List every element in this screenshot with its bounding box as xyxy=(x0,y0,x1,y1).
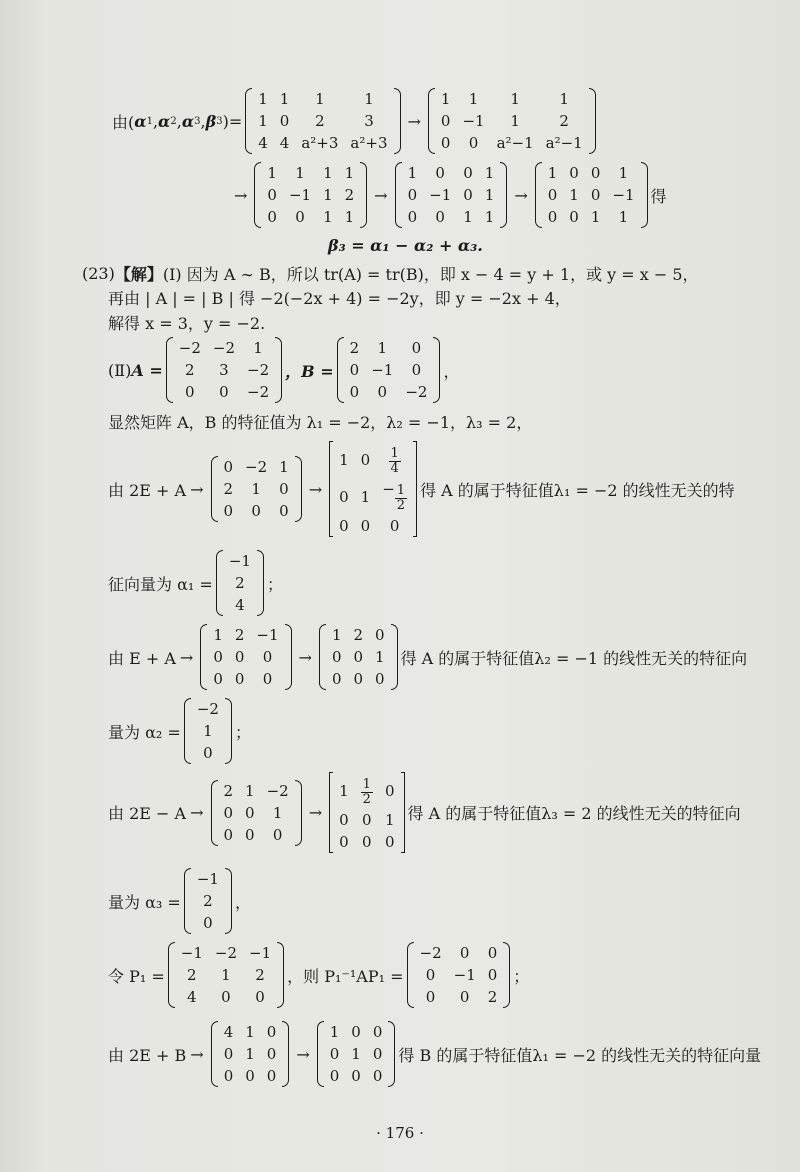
matrix-cell: 0 xyxy=(372,1023,383,1041)
text-end: ； xyxy=(266,574,283,594)
matrix-cell: 0 xyxy=(411,339,422,357)
matrix-cell: 0 xyxy=(435,208,445,226)
matrix-cell: a²+3 xyxy=(350,134,388,152)
equation-text: β₃ = α₁ − α₂ + α₃. xyxy=(328,236,483,255)
matrix-cell: 0 xyxy=(295,208,305,226)
matrix-cell: 1 xyxy=(295,164,305,182)
vector xyxy=(184,698,232,764)
q23-text1: (Ⅰ) 因为 A ∼ B，所以 tr(A) = tr(B)，即 x − 4 = y + 1，或 y = x − 5， xyxy=(162,265,699,284)
matrix-cell: 0 xyxy=(487,966,498,984)
matrix-cell: 0 xyxy=(425,966,436,984)
text-close: )= xyxy=(222,111,243,131)
cell: 1 xyxy=(339,450,349,469)
cell: 1 xyxy=(384,811,395,829)
matrix-cell: −2 xyxy=(214,944,238,962)
matrix-cell: 1 xyxy=(279,90,290,108)
arrow-icon: → xyxy=(296,1044,310,1064)
vector-cell: 2 xyxy=(235,574,245,592)
matrix-cell: 0 xyxy=(590,186,601,204)
arrow-icon: → xyxy=(179,647,194,667)
row-E-plus-A xyxy=(108,624,747,690)
matrix-cell: 0 xyxy=(255,988,265,1006)
matrix-cell: 0 xyxy=(459,988,470,1006)
matrix-cell: 0 xyxy=(185,383,195,401)
cell-sign: − xyxy=(382,480,395,498)
matrix-cell: 0 xyxy=(331,648,342,666)
matrix-cell: 0 xyxy=(435,164,445,182)
row-alpha3 xyxy=(108,868,251,934)
matrix xyxy=(535,162,648,228)
vector-cell: 4 xyxy=(235,596,245,614)
eigenvalues-text: 显然矩阵 A，B 的特征值为 λ₁ = −2，λ₂ = −1，λ₃ = 2， xyxy=(108,413,533,432)
vector-cell: 1 xyxy=(203,722,213,740)
matrix-cell: 0 xyxy=(372,1067,383,1085)
matrix-cell: 4 xyxy=(258,134,268,152)
matrix-cell: 4 xyxy=(279,134,290,152)
text-vector-label: 量为 α₂ = xyxy=(108,722,181,742)
matrix-cell: 2 xyxy=(185,361,195,379)
row-alpha2 xyxy=(108,698,251,764)
matrix-cell: 0 xyxy=(223,825,234,844)
cell: 1 xyxy=(339,781,349,800)
vector xyxy=(216,550,264,616)
matrix-cell: 0 xyxy=(375,670,385,688)
q23-line3 xyxy=(108,311,265,334)
frac-den: 4 xyxy=(390,461,399,476)
matrix xyxy=(395,162,508,228)
matrix-cell: 1 xyxy=(569,186,579,204)
alpha3: α xyxy=(181,111,195,131)
q23-line1 xyxy=(82,262,699,285)
matrix-cell: −1 xyxy=(462,112,485,130)
matrix-cell: 0 xyxy=(262,670,273,688)
matrix xyxy=(254,162,367,228)
arrow-icon: → xyxy=(308,803,323,822)
matrix-cell: 0 xyxy=(279,502,289,520)
matrix-cell: 1 xyxy=(375,648,385,666)
B-label: ，B = xyxy=(285,361,334,381)
matrix-cell: 0 xyxy=(223,803,234,822)
matrix-cell: 0 xyxy=(351,1023,361,1041)
matrix-cell: 2 xyxy=(353,626,364,644)
q23-text2: 再由 | A | = | B | 得 −2(−2x + 4) = −2y，即 y = −2x + 4， xyxy=(108,289,571,308)
vector xyxy=(184,868,232,934)
row-2E-plus-B xyxy=(108,1021,761,1087)
arrow-icon: → xyxy=(407,111,421,131)
text-eigen-2: 得 A 的属于特征值λ₂ = −1 的线性无关的特征向 xyxy=(400,648,748,668)
matrix-cell: 2 xyxy=(315,112,325,130)
matrix-cell: 2 xyxy=(344,186,355,204)
matrix-cell: 0 xyxy=(329,1067,340,1085)
alpha1: α xyxy=(134,111,147,131)
eigenvalues-line xyxy=(108,410,532,433)
matrix-P1 xyxy=(168,942,284,1008)
cell: 0 xyxy=(389,517,400,535)
row-matrix-reduction-1: 由( α 1 , α 2 , α 3 , β 3 )= 1 1 1 1 1 0 2 3 4 4 a²+3 a²+3 → 1 1 1 1 0 −1 1 2 0 0 a²−1 a²−1 xyxy=(112,88,599,154)
alpha1-sub: 1 xyxy=(146,115,153,127)
alpha2-sub: 2 xyxy=(170,115,177,127)
arrow-icon: → xyxy=(234,185,248,205)
matrix-cell: 2 xyxy=(349,339,360,357)
matrix-cell: 0 xyxy=(213,648,223,666)
matrix-cell: 1 xyxy=(377,339,388,357)
text-prefix: 由 E + A xyxy=(108,648,176,668)
cell: 0 xyxy=(384,781,395,800)
matrix-cell: 2 xyxy=(223,781,234,800)
matrix-cell: 1 xyxy=(329,1023,340,1041)
matrix-cell: 1 xyxy=(251,480,261,498)
text-end: ； xyxy=(234,722,251,742)
matrix-cell: 4 xyxy=(223,1023,234,1041)
A-label: A = xyxy=(131,360,163,380)
matrix-cell: 2 xyxy=(234,626,245,644)
matrix-cell: −2 xyxy=(247,383,270,401)
matrix-cell: 1 xyxy=(344,164,355,182)
matrix-cell: 2 xyxy=(255,966,265,984)
q23-matrices-AB xyxy=(108,337,459,403)
matrix-cell: 0 xyxy=(353,648,364,666)
matrix-cell: 1 xyxy=(245,1045,255,1063)
matrix-cell: 0 xyxy=(407,208,418,226)
matrix xyxy=(211,780,302,846)
matrix-cell: 0 xyxy=(213,670,223,688)
matrix-cell: 0 xyxy=(463,164,473,182)
matrix-cell: 0 xyxy=(329,1045,340,1063)
matrix-cell: 0 xyxy=(267,208,277,226)
cell: 0 xyxy=(360,517,371,535)
matrix-cell: 1 xyxy=(258,90,268,108)
matrix-cell: 0 xyxy=(377,383,388,401)
cell: 1 xyxy=(360,487,371,506)
matrix-cell: 1 xyxy=(364,90,374,108)
cell: 0 xyxy=(360,450,371,469)
matrix-cell: 0 xyxy=(569,208,579,226)
frac-num: 1 xyxy=(362,777,371,792)
matrix xyxy=(428,88,596,154)
frac-den: 2 xyxy=(362,792,371,807)
matrix-cell: 0 xyxy=(267,186,277,204)
matrix-cell: 1 xyxy=(323,164,333,182)
row-2E-minus-A xyxy=(108,772,741,853)
text-prefix: 由( xyxy=(112,112,135,132)
matrix-cell: −1 xyxy=(256,626,279,644)
matrix-cell: 2 xyxy=(559,112,569,130)
cell: 0 xyxy=(362,833,372,851)
matrix-cell: 1 xyxy=(221,966,231,984)
matrix-cell: 0 xyxy=(411,361,422,379)
matrix-cell: 1 xyxy=(484,186,495,204)
matrix-cell: −1 xyxy=(612,186,635,204)
arrow-icon: → xyxy=(298,647,312,667)
matrix-cell: 0 xyxy=(266,1067,277,1085)
cell: 0 xyxy=(339,517,349,535)
matrix-cell: 0 xyxy=(262,648,273,666)
matrix-cell: 0 xyxy=(349,361,360,379)
matrix-cell: −1 xyxy=(249,944,272,962)
matrix-cell: −2 xyxy=(266,781,289,800)
vector-cell: 0 xyxy=(203,914,213,932)
matrix-cell: 0 xyxy=(407,186,418,204)
solution-label: 【解】 xyxy=(114,265,163,284)
matrix-cell: 1 xyxy=(559,90,569,108)
matrix-cell: 0 xyxy=(590,164,601,182)
matrix-cell: −1 xyxy=(429,186,452,204)
question-number: (23) xyxy=(82,264,115,283)
matrix-cell: 0 xyxy=(234,670,245,688)
matrix-cell: 0 xyxy=(487,944,498,962)
matrix-cell: 1 xyxy=(547,164,558,182)
arrow-icon: → xyxy=(190,803,204,822)
vector-cell: −1 xyxy=(196,870,219,888)
matrix-cell: −1 xyxy=(371,361,394,379)
beta3: β xyxy=(205,111,217,131)
matrix-cell: 3 xyxy=(364,112,374,130)
matrix-cell: 1 xyxy=(463,208,473,226)
matrix-cell: 0 xyxy=(351,1067,361,1085)
matrix-cell: 0 xyxy=(375,626,385,644)
vector-cell: −2 xyxy=(196,700,219,718)
matrix-cell: 0 xyxy=(272,825,283,844)
matrix xyxy=(329,441,417,537)
matrix-cell: 1 xyxy=(323,186,333,204)
matrix-cell: 1 xyxy=(351,1045,361,1063)
matrix-cell: −2 xyxy=(178,339,201,357)
matrix-cell: 0 xyxy=(279,112,290,130)
arrow-icon: → xyxy=(374,185,388,205)
matrix-cell: 1 xyxy=(618,208,629,226)
matrix-cell: 1 xyxy=(440,90,451,108)
text-prefix: 由 2E + B xyxy=(108,1045,187,1065)
matrix xyxy=(329,772,404,853)
text-eigen-3: 得 A 的属于特征值λ₃ = 2 的线性无关的特征向 xyxy=(407,804,741,823)
matrix-cell: 1 xyxy=(253,339,263,357)
cell: 0 xyxy=(339,833,349,851)
matrix-cell: 0 xyxy=(234,648,245,666)
matrix-cell: 2 xyxy=(223,480,234,498)
matrix-cell: 0 xyxy=(372,1045,383,1063)
matrix-cell: 1 xyxy=(267,164,277,182)
frac-den: 2 xyxy=(396,498,406,513)
matrix-cell: 1 xyxy=(279,458,289,476)
matrix-cell: −2 xyxy=(405,383,428,401)
matrix-D xyxy=(407,942,511,1008)
matrix-cell: a²−1 xyxy=(545,134,583,152)
matrix-cell: 0 xyxy=(440,112,451,130)
text-end: ， xyxy=(234,892,251,912)
arrow-icon: → xyxy=(190,1044,204,1064)
matrix-cell: 0 xyxy=(331,670,342,688)
matrix xyxy=(211,456,302,522)
vector-cell: 0 xyxy=(203,744,213,762)
matrix-cell: a²−1 xyxy=(496,134,534,152)
cell: 0 xyxy=(339,811,349,829)
frac-num: 1 xyxy=(390,446,399,461)
matrix-cell: 1 xyxy=(272,803,283,822)
page-number: · 176 · xyxy=(376,1124,424,1142)
matrix-cell: 0 xyxy=(569,164,579,182)
arrow-icon: → xyxy=(514,185,528,205)
row-alpha1 xyxy=(108,550,283,616)
matrix-cell: 0 xyxy=(468,134,479,152)
text-eigen-1: 得 A 的属于特征值λ₁ = −2 的线性无关的特 xyxy=(420,480,735,500)
row-2E-plus-A xyxy=(108,441,735,537)
matrix-cell: 1 xyxy=(618,164,629,182)
equation-beta3 xyxy=(328,236,483,255)
text-vector-label: 征向量为 α₁ = xyxy=(108,574,213,594)
frac-num: 1 xyxy=(396,483,406,498)
matrix-cell: 3 xyxy=(219,361,229,379)
matrix-cell: 1 xyxy=(484,208,495,226)
matrix-cell: 1 xyxy=(344,208,355,226)
matrix-cell: 1 xyxy=(331,626,342,644)
text-mid: ，则 P₁⁻¹AP₁ = xyxy=(287,966,404,986)
tail: ， xyxy=(443,361,460,381)
matrix xyxy=(200,624,291,690)
matrix-cell: 0 xyxy=(353,670,364,688)
matrix-cell: 0 xyxy=(245,803,255,822)
matrix-B xyxy=(337,337,441,403)
matrix-cell: −1 xyxy=(180,944,203,962)
matrix-cell: 0 xyxy=(463,186,473,204)
matrix-cell: 0 xyxy=(440,134,451,152)
text-end: ； xyxy=(513,966,530,986)
matrix-cell: 0 xyxy=(219,383,229,401)
matrix-cell: 0 xyxy=(425,988,436,1006)
matrix-cell: 1 xyxy=(323,208,333,226)
matrix-cell: 0 xyxy=(266,1045,277,1063)
matrix-cell: 0 xyxy=(349,383,360,401)
vector-cell: 2 xyxy=(203,892,213,910)
beta3-sub: 3 xyxy=(216,115,223,127)
matrix-cell: 0 xyxy=(266,1023,277,1041)
cell: 0 xyxy=(384,833,395,851)
matrix-cell: −1 xyxy=(453,966,476,984)
matrix-cell: −2 xyxy=(247,361,270,379)
matrix-cell: 1 xyxy=(590,208,601,226)
matrix-cell: 2 xyxy=(487,988,498,1006)
matrix-cell: 0 xyxy=(279,480,289,498)
matrix-cell: 0 xyxy=(223,458,234,476)
matrix-cell: a²+3 xyxy=(301,134,339,152)
cell: 0 xyxy=(362,811,372,829)
matrix-cell: 0 xyxy=(251,502,261,520)
matrix-cell: 1 xyxy=(468,90,479,108)
matrix-cell: 2 xyxy=(187,966,197,984)
matrix-cell: 1 xyxy=(258,112,268,130)
alpha2: α xyxy=(158,111,171,131)
text-eigen-B: 得 B 的属于特征值λ₁ = −2 的线性无关的特征向量 xyxy=(398,1045,762,1065)
matrix-cell: 0 xyxy=(245,825,255,844)
matrix-cell: 0 xyxy=(547,208,558,226)
text-vector-label: 量为 α₃ = xyxy=(108,892,181,912)
matrix-cell: 1 xyxy=(245,781,255,800)
matrix-cell: 0 xyxy=(547,186,558,204)
row-matrix-reduction-2 xyxy=(230,162,667,228)
q23-text3: 解得 x = 3，y = −2. xyxy=(108,314,266,333)
matrix-cell: 0 xyxy=(223,502,234,520)
matrix-cell: 1 xyxy=(213,626,223,644)
q23-line2 xyxy=(108,286,571,309)
matrix-cell: 0 xyxy=(459,944,470,962)
matrix-cell: −2 xyxy=(212,339,235,357)
matrix-cell: −2 xyxy=(419,944,442,962)
matrix-cell: −1 xyxy=(288,186,312,204)
matrix-cell: 0 xyxy=(221,988,231,1006)
vector-cell: −1 xyxy=(228,552,251,570)
matrix-A xyxy=(166,337,282,403)
text-suffix: 得 xyxy=(650,186,667,206)
text-prefix: 令 P₁ = xyxy=(108,966,165,986)
matrix-cell: 1 xyxy=(315,90,325,108)
matrix-cell: 1 xyxy=(407,164,418,182)
row-P1 xyxy=(108,942,529,1008)
matrix-cell: 1 xyxy=(510,90,520,108)
matrix-cell: −2 xyxy=(245,458,268,476)
matrix xyxy=(317,1021,396,1087)
matrix-cell: 4 xyxy=(187,988,197,1006)
matrix-cell: 1 xyxy=(510,112,520,130)
matrix-cell: 0 xyxy=(245,1067,255,1085)
matrix xyxy=(319,624,398,690)
cell: 0 xyxy=(339,487,349,506)
text-prefix: 由 2E + A xyxy=(108,480,187,500)
arrow-icon: → xyxy=(308,479,323,499)
matrix-cell: 0 xyxy=(223,1067,234,1085)
matrix xyxy=(245,88,400,154)
text-prefix: 由 2E − A xyxy=(108,804,187,823)
matrix-cell: 1 xyxy=(484,164,495,182)
arrow-icon: → xyxy=(190,479,204,499)
matrix xyxy=(211,1021,290,1087)
part-label: (Ⅱ) xyxy=(108,360,132,380)
matrix-cell: 0 xyxy=(223,1045,234,1063)
alpha3-sub: 3 xyxy=(194,115,201,127)
matrix-cell: 1 xyxy=(245,1023,255,1041)
